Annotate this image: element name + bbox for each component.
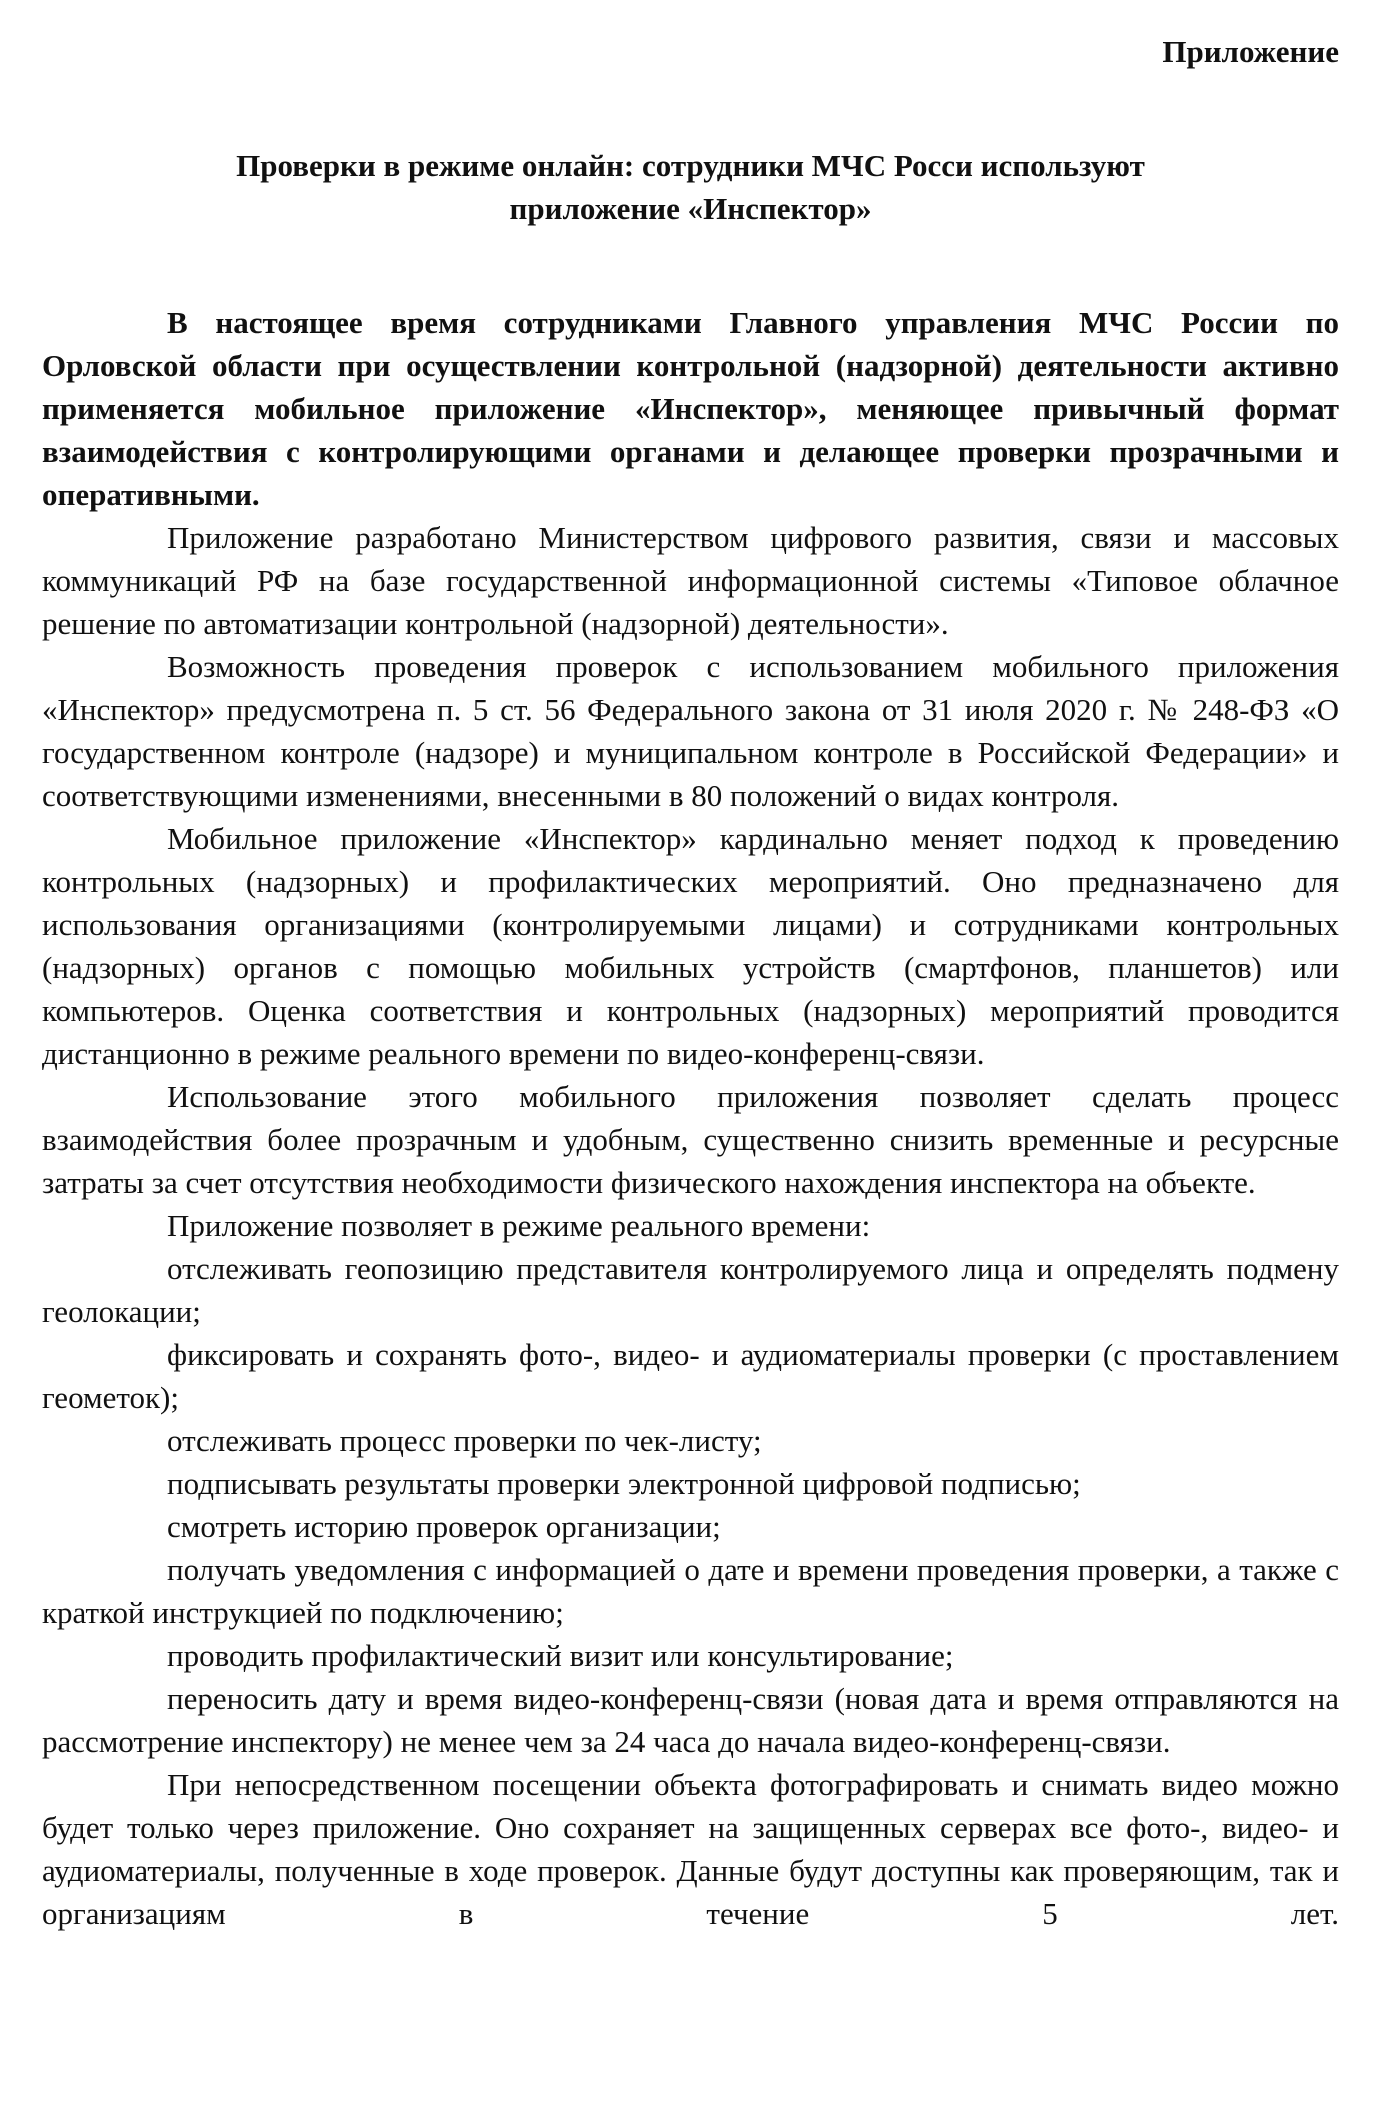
lead-paragraph: В настоящее время сотрудниками Главного управления МЧС России по Орловской области при осуществлении контрольной (надзорной) деятельности активно применяется мобильное приложение «Инспектор», меняющее привычный формат взаимодействия с контролирующими органами и делающее проверки прозрачными и оперативными.	[42, 305, 1339, 512]
paragraph-capabilities-intro: Приложение позволяет в режиме реального времени:	[167, 1208, 871, 1243]
list-item: проводить профилактический визит или консультирование;	[167, 1638, 954, 1673]
list-item: отслеживать геопозицию представителя контролируемого лица и определять подмену геолокации;	[42, 1251, 1339, 1329]
paragraph-development: Приложение разработано Министерством цифрового развития, связи и массовых коммуникаций РФ на базе государственной информационной системы «Типовое облачное решение по автоматизации контрольной (надзорной) деятельности».	[42, 520, 1339, 641]
list-item: отслеживать процесс проверки по чек-листу;	[167, 1423, 762, 1458]
paragraph-legal-basis: Возможность проведения проверок с использованием мобильного приложения «Инспектор» предусмотрена п. 5 ст. 56 Федерального закона от 31 июля 2020 г. № 248-ФЗ «О государственном контроле (надзоре) и муниципальном контроле в Российской Федерации» и соответствующими изменениями, внесенными в 80 положений о видах контроля.	[42, 649, 1339, 813]
annex-label: Приложение	[1162, 34, 1339, 69]
capabilities-list	[42, 1247, 1339, 1763]
paragraph-approach: Мобильное приложение «Инспектор» кардинально меняет подход к проведению контрольных (надзорных) и профилактических мероприятий. Оно предназначено для использования организациями (контролируемыми лицами) и сотрудниками контрольных (надзорных) органов с помощью мобильных устройств (смартфонов, планшетов) или компьютеров. Оценка соответствия и контрольных (надзорных) мероприятий проводится дистанционно в режиме реального времени по видео-конференц-связи.	[42, 821, 1339, 1071]
list-item: подписывать результаты проверки электронной цифровой подписью;	[167, 1466, 1081, 1501]
list-item: смотреть историю проверок организации;	[167, 1509, 721, 1544]
document-title: Проверки в режиме онлайн: сотрудники МЧС Росси используют приложение «Инспектор»	[236, 148, 1145, 226]
list-item: переносить дату и время видео-конференц-связи (новая дата и время отправляются на рассмотрение инспектору) не менее чем за 24 часа до начала видео-конференц-связи.	[42, 1681, 1339, 1759]
paragraph-benefits: Использование этого мобильного приложения позволяет сделать процесс взаимодействия более прозрачным и удобным, существенно снизить временные и ресурсные затраты за счет отсутствия необходимости физического нахождения инспектора на объекте.	[42, 1079, 1339, 1200]
list-item: фиксировать и сохранять фото-, видео- и аудиоматериалы проверки (с проставлением геометок);	[42, 1337, 1339, 1415]
list-item: получать уведомления с информацией о дате и времени проведения проверки, а также с краткой инструкцией по подключению;	[42, 1552, 1339, 1630]
paragraph-closing: При непосредственном посещении объекта фотографировать и снимать видео можно будет только через приложение. Оно сохраняет на защищенных серверах все фото-, видео- и аудиоматериалы, полученные в ходе проверок. Данные будут доступны как проверяющим, так и организациям в течение 5 лет.	[42, 1767, 1339, 1931]
